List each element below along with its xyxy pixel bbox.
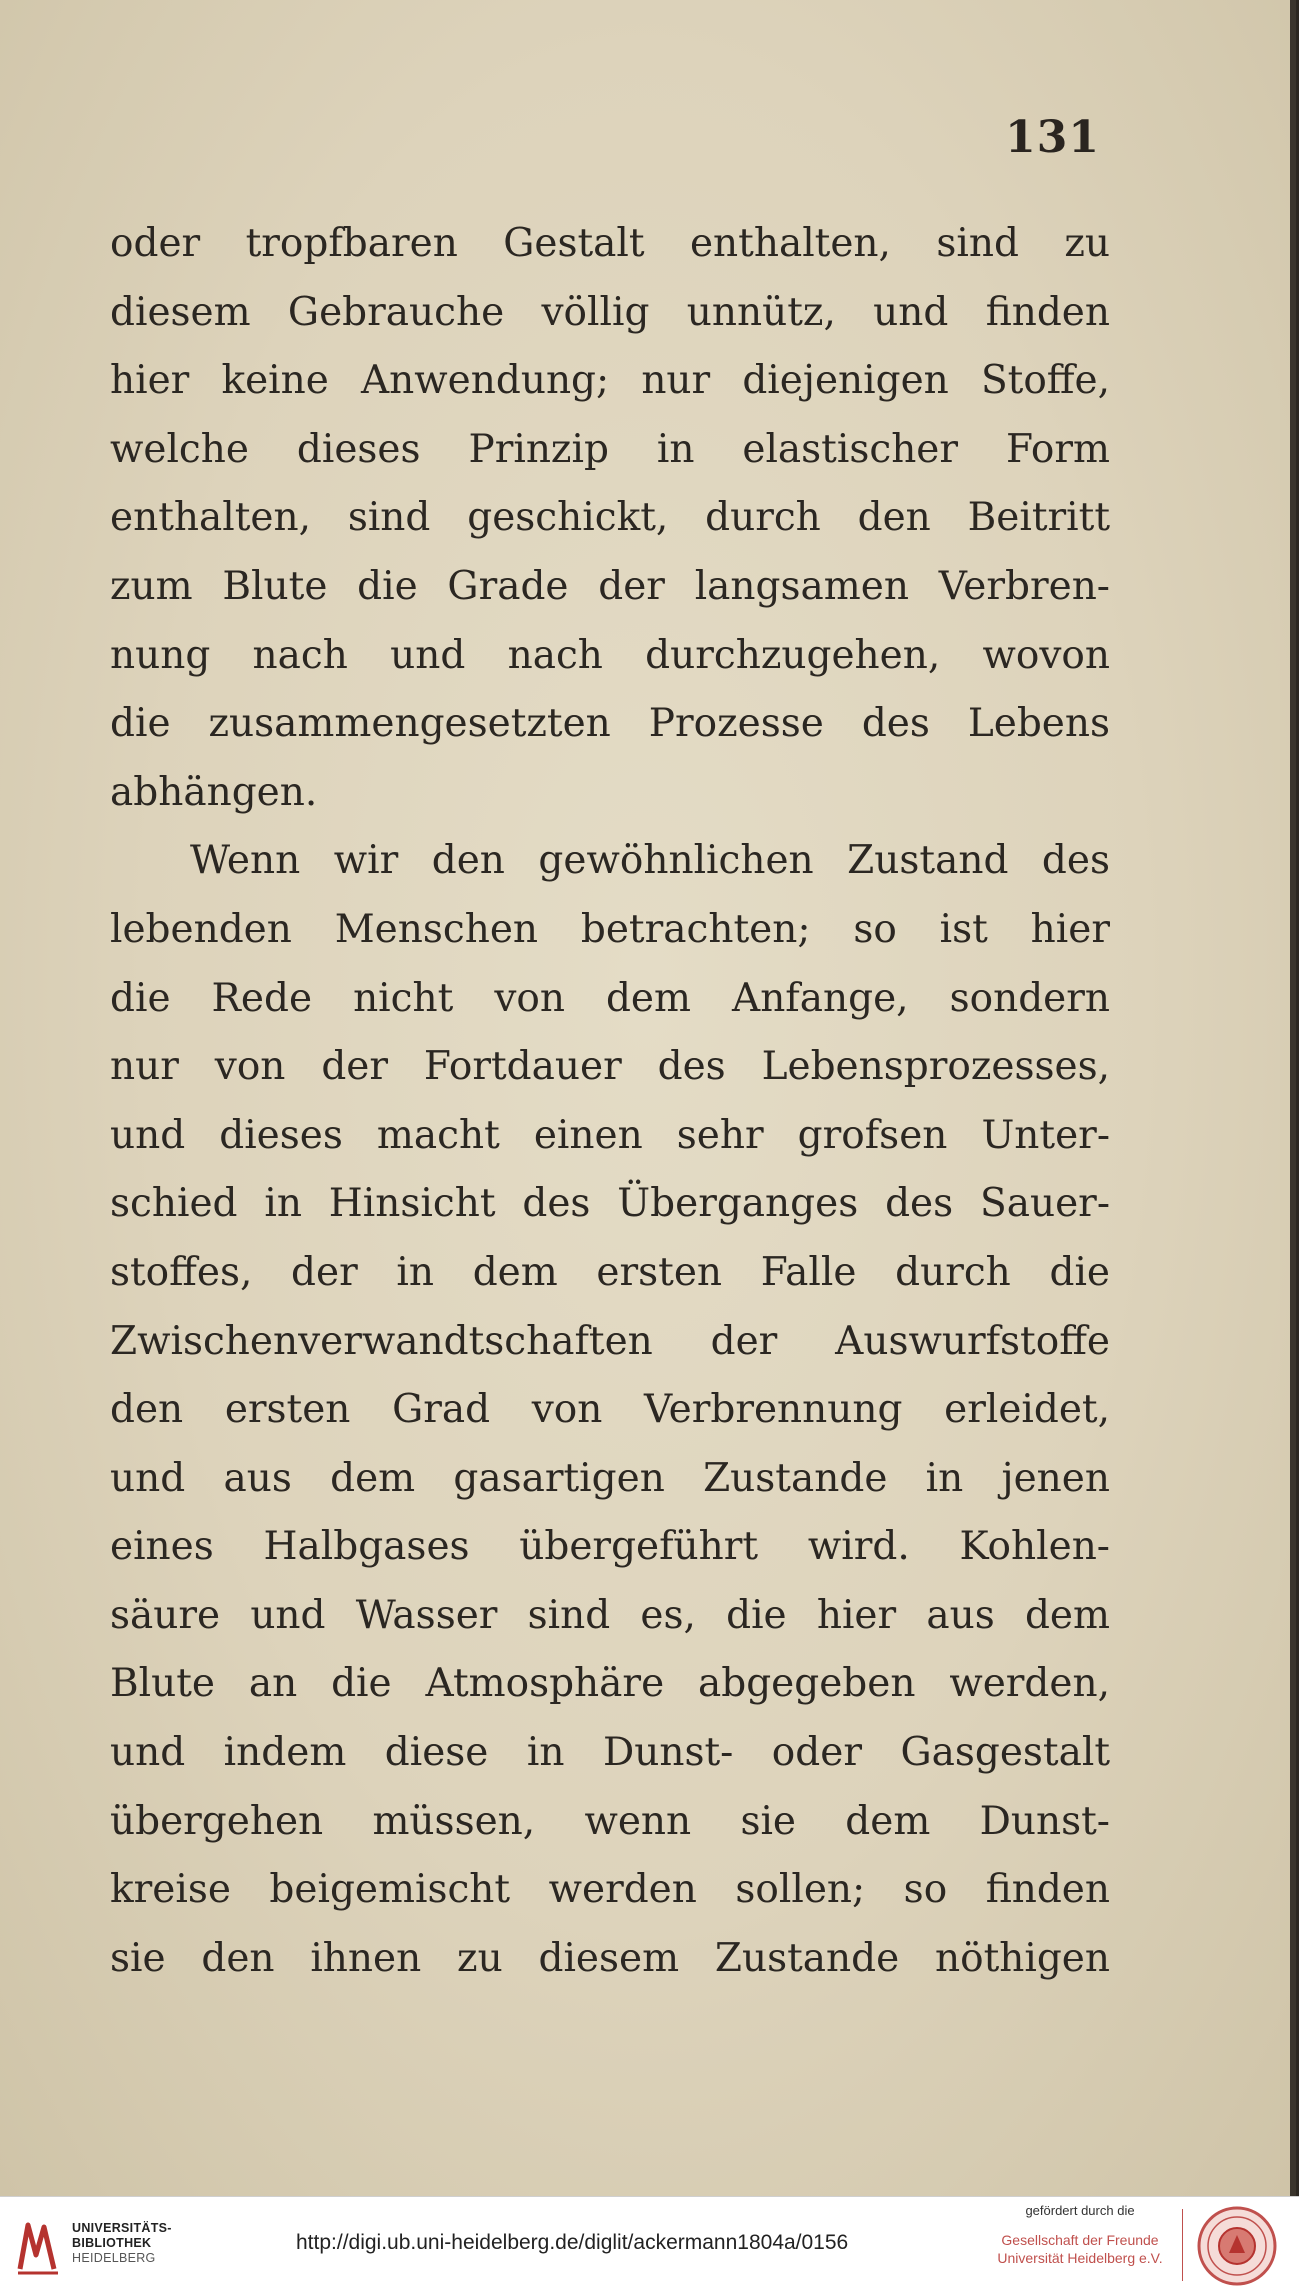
text-line: und dieses macht einen sehr grofsen Unter-: [110, 1112, 1110, 1158]
text-line: schied in Hinsicht des Überganges des Sauer-: [110, 1181, 1110, 1227]
text-line: sie den ihnen zu diesem Zustande nöthigen: [110, 1935, 1110, 1981]
text-line: zum Blute die Grade der langsamen Verbren-: [110, 563, 1110, 609]
text-line: Zwischenverwandtschaften der Auswurfstoffe: [110, 1318, 1110, 1364]
text-line: Blute an die Atmosphäre abgegeben werden,: [110, 1661, 1110, 1707]
university-seal-icon: [1196, 2205, 1278, 2287]
body-text: [110, 210, 1110, 1993]
text-line: eines Halbgases übergeführt wird. Kohlen-: [110, 1524, 1110, 1570]
text-line: die Rede nicht von dem Anfange, sondern: [110, 975, 1110, 1021]
ub-logo-icon: [14, 2215, 62, 2277]
text-line: und indem diese in Dunst- oder Gasgestalt: [110, 1730, 1110, 1776]
text-line: den ersten Grad von Verbrennung erleidet,: [110, 1387, 1110, 1433]
text-line: übergehen müssen, wenn sie dem Dunst-: [110, 1798, 1110, 1844]
sponsor-name-line: Universität Heidelberg e.V.: [997, 2250, 1163, 2266]
text-line: säure und Wasser sind es, die hier aus dem: [110, 1592, 1110, 1638]
sponsor-name-line: Gesellschaft der Freunde: [1001, 2232, 1159, 2248]
text-line: kreise beigemischt werden sollen; so finden: [110, 1867, 1110, 1913]
text-line: Wenn wir den gewöhnlichen Zustand des: [190, 838, 1110, 884]
page-number: 131: [1005, 112, 1100, 163]
text-line: stoffes, der in dem ersten Falle durch die: [110, 1249, 1110, 1295]
text-line: enthalten, sind geschickt, durch den Beitritt: [110, 495, 1110, 541]
footer-divider: [1182, 2209, 1183, 2281]
text-line: und aus dem gasartigen Zustande in jenen: [110, 1455, 1110, 1501]
library-name-line: HEIDELBERG: [72, 2251, 156, 2265]
text-line: nung nach und nach durchzugehen, wovon: [110, 632, 1110, 678]
text-line: oder tropfbaren Gestalt enthalten, sind zu: [110, 221, 1110, 266]
footer-bar: [0, 2196, 1299, 2292]
text-line: hier keine Anwendung; nur diejenigen Stoffe,: [110, 358, 1110, 404]
sponsor-name: [990, 2231, 1170, 2267]
text-line: nur von der Fortdauer des Lebensprozesses,: [110, 1044, 1110, 1090]
library-name-line: BIBLIOTHEK: [72, 2236, 152, 2250]
permalink-url[interactable]: http://digi.ub.uni-heidelberg.de/diglit/ackermann1804a/0156: [296, 2231, 849, 2254]
text-line: welche dieses Prinzip in elastischer Form: [110, 426, 1110, 472]
text-line: lebenden Menschen betrachten; so ist hier: [110, 906, 1110, 952]
text-line: die zusammengesetzten Prozesse des Lebens: [110, 701, 1110, 747]
library-name: [72, 2221, 172, 2266]
text-line: diesem Gebrauche völlig unnütz, und finden: [110, 289, 1110, 335]
text-line: abhängen.: [110, 769, 318, 815]
sponsor-label: gefördert durch die: [1025, 2203, 1135, 2218]
library-name-line: UNIVERSITÄTS-: [72, 2221, 172, 2235]
